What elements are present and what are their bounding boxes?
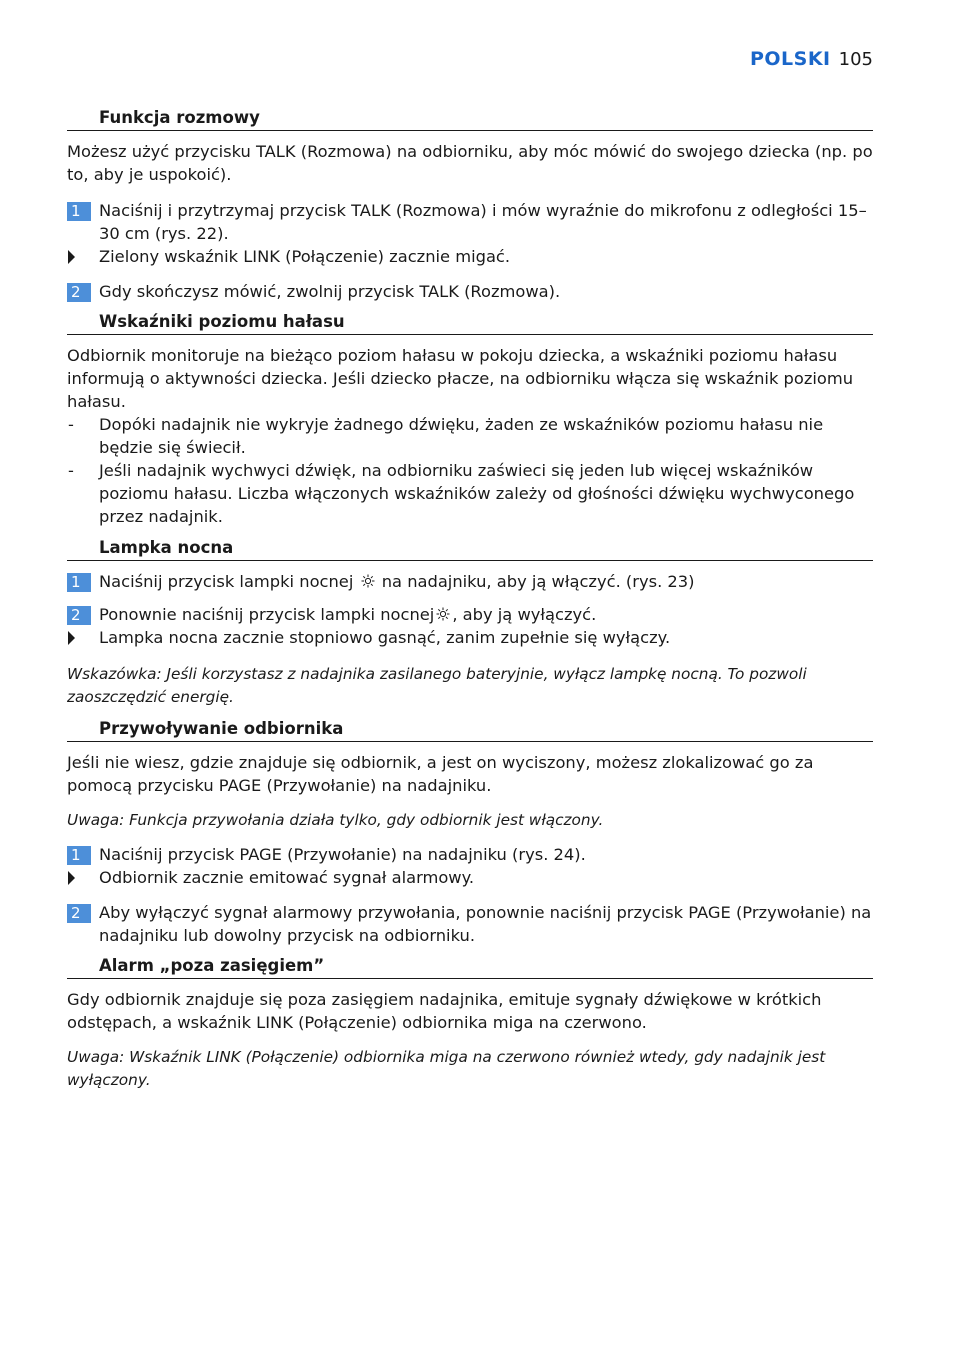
result-text: Lampka nocna zacznie stopniowo gasnąć, zanim zupełnie się wyłączy. xyxy=(99,628,671,647)
step-text: Naciśnij przycisk PAGE (Przywołanie) na nadajniku (rys. 24). xyxy=(99,845,586,864)
talk-intro: Możesz użyć przycisku TALK (Rozmowa) na odbiorniku, aby móc mówić do swojego dziecka (np. po to, aby je uspokoić). xyxy=(67,142,873,184)
nightlight-tip: Wskazówka: Jeśli korzystasz z nadajnika zasilanego bateryjnie, wyłącz lampkę nocną. To pozwoli zaoszczędzić energię. xyxy=(67,665,807,706)
nightlight-result xyxy=(67,626,873,651)
step-number-badge: 1 xyxy=(67,846,91,865)
nightlight-step-1 xyxy=(67,570,873,593)
talk-step-2 xyxy=(67,280,873,303)
section-divider xyxy=(67,560,873,561)
language-label: POLSKI xyxy=(749,48,831,70)
page-content xyxy=(67,106,873,1102)
step-number-badge: 2 xyxy=(67,904,91,923)
step-text: Aby wyłączyć sygnał alarmowy przywołania, ponownie naciśnij przycisk PAGE (Przywołanie) na nadajniku lub dowolny przycisk na odbiorniku. xyxy=(99,903,872,945)
noise-intro: Odbiornik monitoruje na bieżąco poziom hałasu w pokoju dziecka, a wskaźniki poziomu hałasu informują o aktywności dziecka. Jeśli dziecko płacze, na odbiorniku włącza się wskaźnik poziomu hałasu. xyxy=(67,346,854,411)
step-text-pre: Ponownie naciśnij przycisk lampki nocnej xyxy=(99,605,435,624)
paging-result-1 xyxy=(67,866,873,891)
step-text-post: , aby ją wyłączyć. xyxy=(452,605,597,624)
list-dash: - xyxy=(68,415,74,434)
range-note: Uwaga: Wskaźnik LINK (Połączenie) odbiornika miga na czerwono również wtedy, gdy nadajnik jest wyłączony. xyxy=(67,1048,826,1089)
bullet-text: Dopóki nadajnik nie wykryje żadnego dźwięku, żaden ze wskaźników poziomu hałasu nie będzie się świecił. xyxy=(99,415,824,457)
section-divider xyxy=(67,741,873,742)
talk-step-1 xyxy=(67,199,873,245)
result-arrow-icon xyxy=(68,871,75,885)
section-title-paging: Przywoływanie odbiornika xyxy=(99,719,344,738)
section-title-talk: Funkcja rozmowy xyxy=(99,108,260,127)
noise-bullet-1 xyxy=(67,413,873,459)
paging-step-2 xyxy=(67,901,873,947)
result-arrow-icon xyxy=(68,250,75,264)
step-text: Naciśnij i przytrzymaj przycisk TALK (Rozmowa) i mów wyraźnie do mikrofonu z odległości 15–30 cm (rys. 22). xyxy=(99,201,867,243)
list-dash: - xyxy=(68,461,74,480)
nightlight-sun-icon xyxy=(436,607,450,621)
page-number: 105 xyxy=(838,49,873,70)
section-divider xyxy=(67,334,873,335)
nightlight-step-2 xyxy=(67,603,873,626)
section-title-nightlight: Lampka nocna xyxy=(99,538,234,557)
bullet-text: Jeśli nadajnik wychwyci dźwięk, na odbiorniku zaświeci się jeden lub więcej wskaźników poziomu hałasu. Liczba włączonych wskaźników zależy od głośności dźwięku wychwyconego przez nadajnik. xyxy=(99,461,855,526)
paging-step-1 xyxy=(67,843,873,866)
result-text: Zielony wskaźnik LINK (Połączenie) zacznie migać. xyxy=(99,247,511,266)
range-intro: Gdy odbiornik znajduje się poza zasięgiem nadajnika, emituje sygnały dźwiękowe w krótkich odstępach, a wskaźnik LINK (Połączenie) odbiornika miga na czerwono. xyxy=(67,990,822,1032)
step-number-badge: 1 xyxy=(67,573,91,592)
step-number-badge: 1 xyxy=(67,202,91,221)
section-title-range: Alarm „poza zasięgiem” xyxy=(99,956,325,975)
step-number-badge: 2 xyxy=(67,606,91,625)
result-text: Odbiornik zacznie emitować sygnał alarmowy. xyxy=(99,868,475,887)
step-text-pre: Naciśnij przycisk lampki nocnej xyxy=(99,572,354,591)
step-text: Gdy skończysz mówić, zwolnij przycisk TALK (Rozmowa). xyxy=(99,282,561,301)
nightlight-sun-icon xyxy=(361,574,375,588)
noise-bullet-2 xyxy=(67,459,873,528)
page-header xyxy=(750,48,873,70)
step-text-post: na nadajniku, aby ją włączyć. (rys. 23) xyxy=(381,572,695,591)
step-number-badge: 2 xyxy=(67,283,91,302)
section-divider xyxy=(67,130,873,131)
result-arrow-icon xyxy=(68,631,75,645)
section-divider xyxy=(67,978,873,979)
paging-intro: Jeśli nie wiesz, gdzie znajduje się odbiornik, a jest on wyciszony, możesz zlokalizować go za pomocą przycisku PAGE (Przywołanie) na nadajniku. xyxy=(67,753,814,795)
section-title-noise: Wskaźniki poziomu hałasu xyxy=(99,312,345,331)
talk-result-1 xyxy=(67,245,873,270)
paging-note: Uwaga: Funkcja przywołania działa tylko, gdy odbiornik jest włączony. xyxy=(67,811,604,829)
